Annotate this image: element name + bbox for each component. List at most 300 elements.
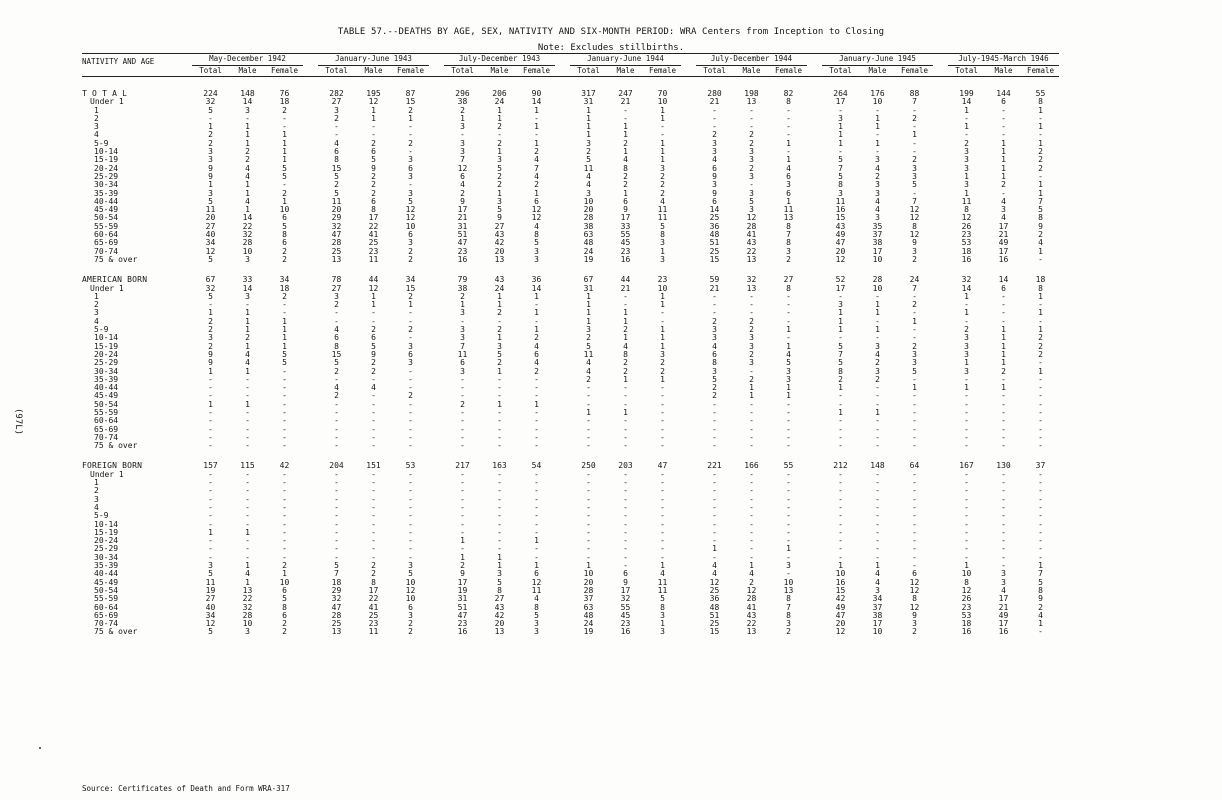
table-row: [82, 301, 1059, 309]
column-gap-cell: [303, 612, 318, 620]
table-cell: 16: [998, 255, 1009, 264]
row-label: 5-9: [94, 512, 109, 521]
table-cell: 10: [405, 222, 416, 231]
column-gap-cell: [807, 487, 822, 495]
table-row: [82, 376, 1059, 384]
table-cell: 11: [657, 206, 668, 215]
table-cell: 1: [1001, 148, 1006, 157]
column-gap-cell: [303, 587, 318, 595]
table-cell: 1: [208, 123, 213, 132]
row-label: 25-29: [94, 359, 119, 368]
table-cell: 1: [586, 301, 591, 310]
column-gap-cell: [555, 479, 570, 487]
table-cell: 1: [875, 114, 880, 123]
table-cell: -: [334, 537, 339, 546]
table-cell: 8: [786, 98, 791, 107]
table-cell: 4: [660, 570, 665, 579]
table-cell: 27: [494, 595, 505, 604]
table-cell: 7: [912, 284, 917, 293]
table-cell: 5: [334, 359, 339, 368]
table-row: [82, 512, 1059, 520]
table-cell: 48: [709, 603, 720, 612]
table-cell: 5: [282, 359, 287, 368]
table-cell: 8: [623, 350, 628, 359]
table-cell: 32: [620, 595, 631, 604]
table-cell: 7: [534, 164, 539, 173]
table-cell: 47: [457, 239, 468, 248]
table-cell: 25: [331, 247, 342, 256]
table-cell: -: [912, 400, 917, 409]
table-cell: 1: [245, 342, 250, 351]
table-cell: 1: [497, 148, 502, 157]
table-cell: -: [623, 537, 628, 546]
table-cell: 1: [875, 139, 880, 148]
column-gap-cell: [807, 165, 822, 173]
table-cell: -: [371, 528, 376, 537]
table-cell: -: [371, 545, 376, 554]
table-cell: 32: [746, 276, 757, 285]
table-cell: 8: [786, 222, 791, 231]
table-cell: -: [460, 495, 465, 504]
table-cell: 42: [494, 239, 505, 248]
table-cell: 17: [620, 214, 631, 223]
table-cell: -: [282, 503, 287, 512]
table-cell: 10: [961, 570, 972, 579]
table-cell: 5: [838, 156, 843, 165]
column-gap-cell: [555, 206, 570, 214]
table-cell: 1: [282, 334, 287, 343]
section-total-row: [82, 90, 1059, 98]
table-cell: 5: [208, 255, 213, 264]
column-gap-cell: [933, 487, 948, 495]
table-cell: 19: [583, 628, 594, 637]
table-cell: 3: [245, 255, 250, 264]
column-gap-cell: [429, 165, 444, 173]
table-cell: -: [282, 309, 287, 318]
table-row: [82, 529, 1059, 537]
table-cell: -: [282, 487, 287, 496]
table-cell: 1: [282, 326, 287, 335]
table-cell: 2: [371, 189, 376, 198]
table-cell: -: [371, 309, 376, 318]
table-cell: 27: [331, 98, 342, 107]
table-cell: 206: [492, 90, 507, 98]
table-cell: 1: [964, 309, 969, 318]
table-cell: -: [460, 375, 465, 384]
table-cell: 1: [623, 131, 628, 140]
table-cell: 11: [961, 197, 972, 206]
table-cell: -: [786, 503, 791, 512]
sub-header-total: Total: [318, 66, 355, 77]
table-cell: 27: [783, 276, 794, 285]
table-cell: 10: [583, 197, 594, 206]
column-gap-cell: [303, 504, 318, 512]
table-cell: 176: [870, 90, 885, 98]
table-cell: 4: [1001, 214, 1006, 223]
column-gap-cell: [933, 504, 948, 512]
row-label: 55-59: [94, 222, 119, 231]
column-gap-cell: [303, 628, 318, 636]
table-cell: -: [1038, 553, 1043, 562]
table-cell: -: [282, 375, 287, 384]
table-cell: -: [371, 375, 376, 384]
table-cell: 2: [408, 255, 413, 264]
table-cell: 3: [408, 189, 413, 198]
table-cell: -: [371, 392, 376, 401]
table-cell: 87: [405, 90, 416, 98]
table-cell: 2: [408, 106, 413, 115]
table-cell: -: [623, 512, 628, 521]
table-cell: 3: [460, 334, 465, 343]
column-gap-cell: [303, 521, 318, 529]
table-cell: -: [408, 317, 413, 326]
table-cell: 3: [786, 181, 791, 190]
table-cell: -: [282, 417, 287, 426]
table-cell: -: [1038, 375, 1043, 384]
table-cell: 12: [709, 578, 720, 587]
column-gap-cell: [933, 479, 948, 487]
table-cell: 29: [331, 214, 342, 223]
column-gap-cell: [933, 248, 948, 256]
table-cell: 1: [282, 317, 287, 326]
column-gap-cell: [429, 107, 444, 115]
table-cell: 1: [660, 292, 665, 301]
deaths-table: [82, 53, 1059, 637]
table-cell: 6: [786, 189, 791, 198]
row-label: 60-64: [94, 603, 119, 612]
table-cell: 151: [366, 462, 381, 471]
table-cell: -: [712, 400, 717, 409]
table-cell: 55: [620, 231, 631, 240]
table-cell: -: [534, 503, 539, 512]
column-gap-cell: [303, 620, 318, 628]
row-label: 50-54: [94, 586, 119, 595]
table-cell: -: [1001, 301, 1006, 310]
table-cell: 37: [1035, 462, 1046, 471]
table-cell: 18: [961, 247, 972, 256]
table-cell: 11: [205, 578, 216, 587]
table-cell: 2: [1038, 156, 1043, 165]
table-cell: 1: [660, 620, 665, 629]
row-label: 70-74: [94, 620, 119, 629]
column-gap-cell: [933, 343, 948, 351]
table-cell: -: [623, 553, 628, 562]
row-label: 65-69: [94, 239, 119, 248]
table-cell: 5: [660, 222, 665, 231]
column-gap: [681, 54, 696, 77]
table-cell: 3: [786, 247, 791, 256]
column-gap-cell: [807, 496, 822, 504]
column-gap-cell: [429, 442, 444, 450]
table-cell: 4: [334, 139, 339, 148]
table-cell: 43: [835, 222, 846, 231]
column-gap-cell: [555, 368, 570, 376]
column-gap-cell: [429, 496, 444, 504]
table-cell: -: [534, 442, 539, 451]
column-gap-cell: [555, 442, 570, 450]
table-cell: 2: [408, 247, 413, 256]
table-cell: -: [497, 470, 502, 479]
table-cell: -: [1038, 425, 1043, 434]
table-cell: 3: [749, 342, 754, 351]
table-cell: -: [371, 131, 376, 140]
table-cell: 42: [279, 462, 290, 471]
column-gap-cell: [303, 301, 318, 309]
table-cell: -: [282, 553, 287, 562]
table-cell: -: [282, 392, 287, 401]
table-cell: -: [208, 425, 213, 434]
column-gap-cell: [807, 409, 822, 417]
table-cell: -: [586, 545, 591, 554]
table-cell: -: [408, 470, 413, 479]
table-cell: 53: [405, 462, 416, 471]
table-cell: 317: [581, 90, 596, 98]
row-label: 55-59: [94, 595, 119, 604]
table-cell: -: [749, 479, 754, 488]
column-gap-cell: [555, 529, 570, 537]
table-cell: 8: [282, 231, 287, 240]
column-gap-cell: [303, 351, 318, 359]
table-cell: 42: [494, 611, 505, 620]
section-gap-cell: [82, 77, 1059, 91]
column-gap-cell: [933, 285, 948, 293]
table-cell: 2: [208, 326, 213, 335]
table-cell: -: [1038, 359, 1043, 368]
table-cell: 28: [746, 595, 757, 604]
table-cell: -: [408, 520, 413, 529]
table-cell: 21: [709, 284, 720, 293]
table-cell: -: [586, 553, 591, 562]
table-cell: 3: [534, 620, 539, 629]
table-row: [82, 334, 1059, 342]
column-gap-cell: [681, 148, 696, 156]
table-cell: -: [660, 309, 665, 318]
column-gap-cell: [681, 471, 696, 479]
table-cell: 4: [1038, 611, 1043, 620]
table-cell: 1: [460, 537, 465, 546]
table-cell: 9: [208, 359, 213, 368]
table-cell: -: [712, 114, 717, 123]
table-cell: -: [408, 417, 413, 426]
table-cell: -: [460, 392, 465, 401]
table-cell: -: [497, 442, 502, 451]
table-cell: 2: [912, 114, 917, 123]
column-gap-cell: [807, 293, 822, 301]
table-cell: 2: [534, 148, 539, 157]
sub-header-male: Male: [481, 66, 518, 77]
sub-header-total: Total: [948, 66, 985, 77]
table-cell: -: [534, 425, 539, 434]
table-cell: -: [875, 334, 880, 343]
table-cell: 1: [282, 342, 287, 351]
column-gap-cell: [555, 376, 570, 384]
column-gap-cell: [303, 401, 318, 409]
table-cell: 2: [408, 292, 413, 301]
table-cell: 19: [205, 586, 216, 595]
table-cell: 23: [368, 620, 379, 629]
table-cell: -: [749, 442, 754, 451]
table-cell: -: [334, 408, 339, 417]
table-cell: 47: [657, 462, 668, 471]
column-gap-cell: [303, 545, 318, 553]
table-cell: 1: [623, 123, 628, 132]
table-cell: -: [912, 562, 917, 571]
table-cell: -: [497, 317, 502, 326]
column-gap-cell: [429, 426, 444, 434]
table-cell: 2: [408, 326, 413, 335]
table-cell: 1: [460, 114, 465, 123]
table-cell: -: [334, 520, 339, 529]
column-gap-cell: [303, 256, 318, 264]
table-row: [82, 442, 1059, 450]
column-gap-cell: [555, 173, 570, 181]
table-cell: -: [1001, 417, 1006, 426]
table-cell: -: [838, 425, 843, 434]
table-cell: -: [1001, 189, 1006, 198]
table-cell: 9: [623, 206, 628, 215]
table-row: [82, 214, 1059, 222]
column-gap-cell: [681, 417, 696, 425]
row-label: 4: [94, 317, 99, 326]
table-cell: 5: [497, 350, 502, 359]
table-cell: -: [786, 114, 791, 123]
table-row: [82, 471, 1059, 479]
table-cell: -: [660, 400, 665, 409]
table-cell: 3: [964, 181, 969, 190]
table-cell: 25: [709, 586, 720, 595]
table-cell: 1: [1038, 123, 1043, 132]
column-gap-cell: [681, 479, 696, 487]
table-cell: 2: [497, 309, 502, 318]
table-cell: 1: [282, 139, 287, 148]
table-cell: -: [408, 131, 413, 140]
table-cell: -: [623, 442, 628, 451]
column-gap-cell: [933, 384, 948, 392]
table-body: [82, 77, 1059, 637]
table-cell: -: [208, 114, 213, 123]
table-cell: 221: [707, 462, 722, 471]
table-cell: -: [875, 553, 880, 562]
table-cell: 6: [282, 611, 287, 620]
table-cell: 4: [875, 164, 880, 173]
table-cell: -: [964, 400, 969, 409]
table-cell: -: [460, 384, 465, 393]
table-cell: -: [660, 123, 665, 132]
column-gap-cell: [303, 140, 318, 148]
column-gap-cell: [933, 223, 948, 231]
table-cell: -: [875, 131, 880, 140]
table-cell: 49: [835, 603, 846, 612]
column-gap-cell: [429, 148, 444, 156]
column-gap-cell: [303, 376, 318, 384]
table-cell: 1: [245, 206, 250, 215]
table-cell: 8: [838, 181, 843, 190]
sub-header-total: Total: [444, 66, 481, 77]
table-cell: 3: [586, 326, 591, 335]
table-cell: 17: [835, 98, 846, 107]
table-row: [82, 479, 1059, 487]
column-gap-cell: [555, 512, 570, 520]
table-cell: 4: [749, 570, 754, 579]
table-cell: 2: [912, 255, 917, 264]
column-gap-cell: [429, 384, 444, 392]
table-cell: -: [786, 408, 791, 417]
table-cell: -: [460, 528, 465, 537]
table-cell: 1: [838, 408, 843, 417]
table-cell: 1: [245, 189, 250, 198]
table-cell: -: [912, 148, 917, 157]
table-cell: 21: [998, 603, 1009, 612]
column-gap-cell: [555, 343, 570, 351]
table-cell: -: [964, 495, 969, 504]
table-cell: 3: [660, 350, 665, 359]
table-cell: 1: [838, 131, 843, 140]
table-cell: 25: [331, 620, 342, 629]
column-gap-cell: [933, 239, 948, 247]
table-cell: -: [371, 123, 376, 132]
table-cell: -: [245, 553, 250, 562]
table-cell: -: [875, 417, 880, 426]
table-cell: -: [749, 470, 754, 479]
table-cell: 2: [460, 562, 465, 571]
table-cell: 3: [460, 148, 465, 157]
table-cell: 3: [334, 292, 339, 301]
table-cell: -: [749, 537, 754, 546]
table-cell: 17: [457, 206, 468, 215]
column-gap-cell: [429, 595, 444, 603]
column-gap-cell: [303, 471, 318, 479]
table-cell: 31: [457, 595, 468, 604]
table-cell: 3: [1001, 578, 1006, 587]
table-cell: 7: [912, 98, 917, 107]
column-gap-cell: [429, 504, 444, 512]
table-cell: 199: [959, 90, 974, 98]
table-cell: 4: [586, 359, 591, 368]
table-cell: 7: [1038, 570, 1043, 579]
table-cell: 12: [909, 214, 920, 223]
table-cell: 1: [208, 367, 213, 376]
column-gap-cell: [807, 231, 822, 239]
table-cell: 10: [242, 247, 253, 256]
table-row: [82, 326, 1059, 334]
table-cell: -: [623, 433, 628, 442]
column-gap-cell: [933, 521, 948, 529]
column-gap-cell: [807, 90, 822, 98]
column-gap-cell: [933, 214, 948, 222]
table-cell: 23: [368, 247, 379, 256]
table-cell: -: [749, 487, 754, 496]
column-gap-cell: [681, 442, 696, 450]
column-gap-cell: [555, 554, 570, 562]
table-cell: -: [497, 537, 502, 546]
table-cell: 2: [371, 570, 376, 579]
table-cell: -: [912, 528, 917, 537]
table-cell: -: [534, 495, 539, 504]
table-cell: 1: [786, 342, 791, 351]
table-cell: -: [408, 425, 413, 434]
table-cell: -: [1038, 495, 1043, 504]
table-cell: 2: [964, 139, 969, 148]
table-cell: -: [245, 114, 250, 123]
table-cell: 6: [371, 334, 376, 343]
table-cell: 2: [245, 156, 250, 165]
table-cell: 12: [909, 231, 920, 240]
table-cell: 1: [245, 309, 250, 318]
table-cell: 2: [623, 367, 628, 376]
table-cell: 32: [331, 595, 342, 604]
table-cell: -: [282, 123, 287, 132]
column-gap-cell: [555, 351, 570, 359]
